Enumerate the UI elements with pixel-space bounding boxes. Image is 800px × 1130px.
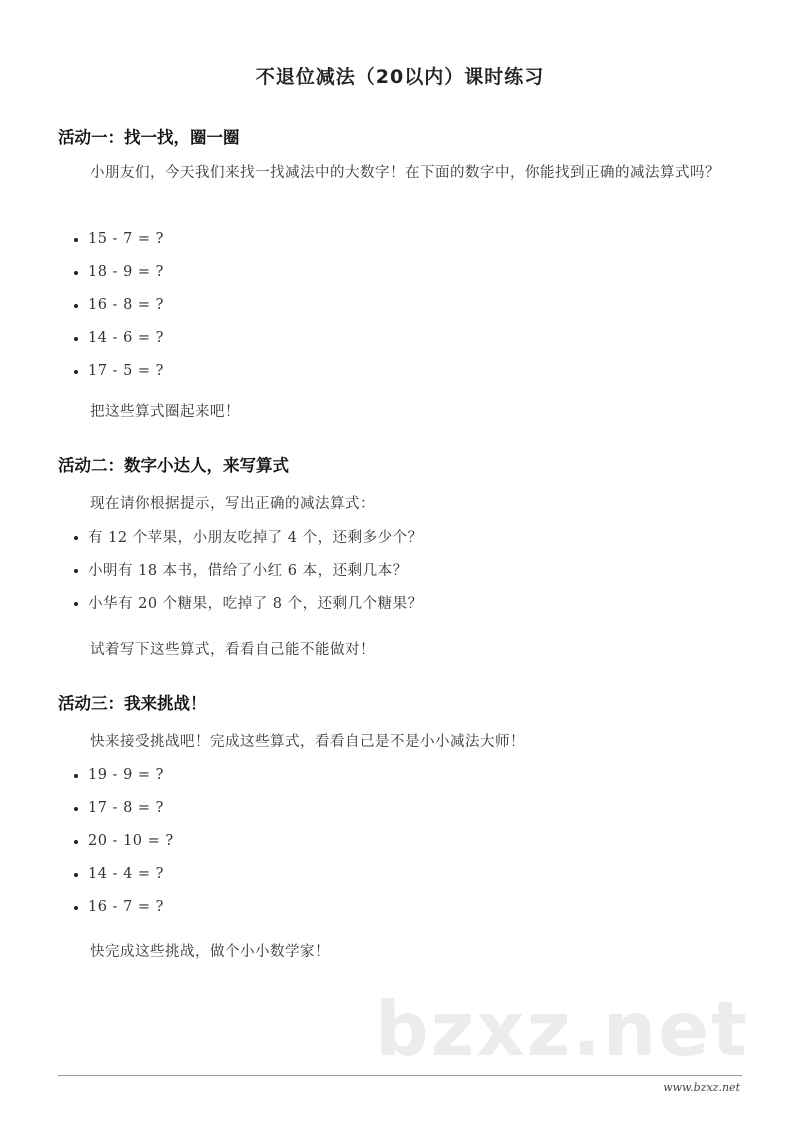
bullet-icon bbox=[74, 304, 78, 308]
list-item bbox=[74, 222, 164, 255]
list-item-text: 14 - 6 = ? bbox=[88, 329, 164, 346]
bullet-icon bbox=[74, 807, 78, 811]
section-1-intro-text: 小朋友们，今天我们来找一找减法中的大数字！在下面的数字中，你能找到正确的减法算式吗？ bbox=[90, 165, 720, 181]
list-item bbox=[74, 255, 164, 288]
bullet-icon bbox=[74, 238, 78, 242]
bullet-icon bbox=[74, 370, 78, 374]
section-3-intro: 快来接受挑战吧！完成这些算式，看看自己是不是小小减法大师！ bbox=[90, 734, 525, 750]
list-item bbox=[74, 354, 164, 387]
section-2-list bbox=[74, 520, 423, 619]
section-1-outro: 把这些算式圈起来吧！ bbox=[90, 404, 240, 420]
list-item-text: 16 - 7 = ? bbox=[88, 898, 164, 915]
bullet-icon bbox=[74, 774, 78, 778]
bullet-icon bbox=[74, 569, 78, 573]
bullet-icon bbox=[74, 602, 78, 606]
list-item bbox=[74, 791, 174, 824]
list-item-text: 14 - 4 = ? bbox=[88, 865, 164, 882]
bullet-icon bbox=[74, 840, 78, 844]
bullet-icon bbox=[74, 536, 78, 540]
section-2-intro: 现在请你根据提示，写出正确的减法算式： bbox=[90, 496, 375, 512]
section-3-list bbox=[74, 758, 174, 923]
list-item-text: 17 - 5 = ? bbox=[88, 362, 164, 379]
list-item-text: 小明有 18 本书，借给了小红 6 本，还剩几本？ bbox=[88, 563, 408, 579]
section-1-intro bbox=[90, 158, 755, 188]
section-1-heading: 活动一：找一找，圈一圈 bbox=[58, 128, 240, 147]
watermark: bzxz.net bbox=[375, 985, 749, 1073]
list-item-text: 有 12 个苹果，小朋友吃掉了 4 个，还剩多少个？ bbox=[88, 530, 423, 546]
list-item bbox=[74, 824, 174, 857]
list-item-text: 19 - 9 = ? bbox=[88, 766, 164, 783]
bullet-icon bbox=[74, 906, 78, 910]
bullet-icon bbox=[74, 271, 78, 275]
list-item-text: 17 - 8 = ? bbox=[88, 799, 164, 816]
list-item-text: 20 - 10 = ? bbox=[88, 832, 174, 849]
list-item-text: 16 - 8 = ? bbox=[88, 296, 164, 313]
footer-url: www.bzxz.net bbox=[663, 1081, 740, 1094]
list-item-text: 小华有 20 个糖果，吃掉了 8 个，还剩几个糖果？ bbox=[88, 596, 423, 612]
section-3-outro: 快完成这些挑战，做个小小数学家！ bbox=[90, 944, 330, 960]
footer-divider bbox=[58, 1075, 742, 1076]
list-item-text: 15 - 7 = ? bbox=[88, 230, 164, 247]
section-2-heading: 活动二：数字小达人，来写算式 bbox=[58, 456, 289, 475]
list-item bbox=[74, 890, 174, 923]
section-2-outro: 试着写下这些算式，看看自己能不能做对！ bbox=[90, 642, 375, 658]
list-item bbox=[74, 321, 164, 354]
list-item-text: 18 - 9 = ? bbox=[88, 263, 164, 280]
list-item bbox=[74, 520, 423, 553]
list-item bbox=[74, 288, 164, 321]
list-item bbox=[74, 857, 174, 890]
section-1-list bbox=[74, 222, 164, 387]
bullet-icon bbox=[74, 873, 78, 877]
document-title: 不退位减法（20以内）课时练习 bbox=[255, 66, 545, 88]
bullet-icon bbox=[74, 337, 78, 341]
list-item bbox=[74, 586, 423, 619]
list-item bbox=[74, 553, 423, 586]
list-item bbox=[74, 758, 174, 791]
section-3-heading: 活动三：我来挑战！ bbox=[58, 694, 207, 713]
